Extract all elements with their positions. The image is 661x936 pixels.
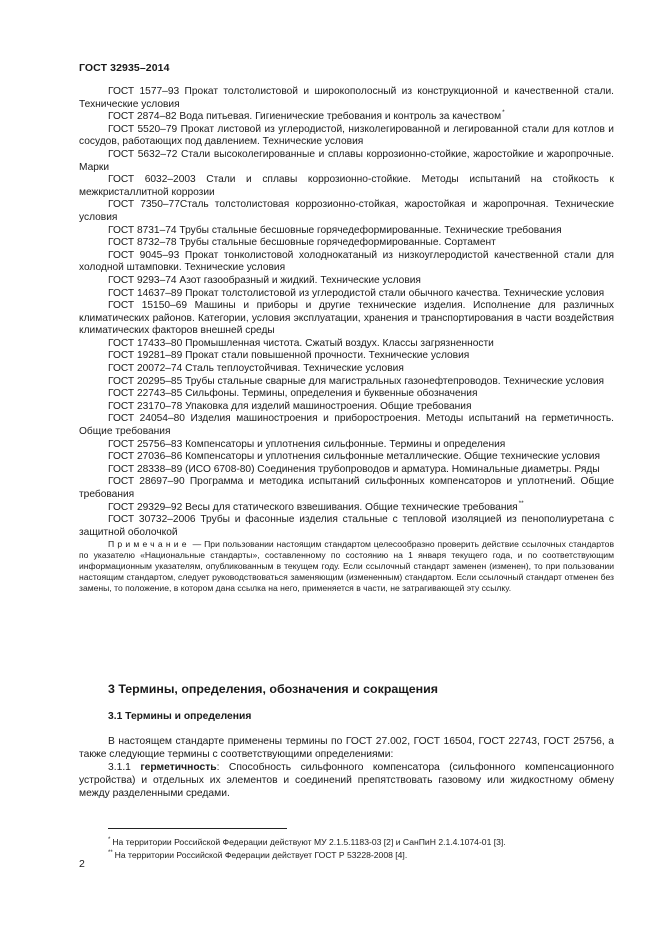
term-number: 3.1.1 bbox=[108, 762, 131, 773]
reference-item: ГОСТ 6032–2003 Стали и сплавы коррозионно-стойкие. Методы испытаний на стойкость к межкристаллитной коррозии bbox=[79, 174, 614, 198]
reference-item: ГОСТ 27036–86 Компенсаторы и уплотнения сильфонные металлические. Общие технические условия bbox=[108, 451, 601, 463]
reference-item: ГОСТ 7350–77Сталь толстолистовая коррозионно-стойкая, жаростойкая и жаропрочная. Технические условия bbox=[79, 199, 614, 223]
footnote-marker: ** bbox=[518, 499, 524, 507]
footnotes bbox=[108, 835, 614, 862]
reference-item: ГОСТ 9045–93 Прокат тонколистовой холоднокатаный из низкоуглеродистой качественной стали для холодной штамповки. Технические условия bbox=[79, 249, 614, 274]
reference-item: ГОСТ 5632–72 Стали высоколегированные и сплавы коррозионно-стойкие, жаростойкие и жаропрочные. Марки bbox=[79, 148, 614, 173]
note-label: Примечание bbox=[108, 539, 190, 550]
reference-item: ГОСТ 24054–80 Изделия машиностроения и приборостроения. Методы испытаний на герметичность. Общие требования bbox=[79, 413, 614, 438]
reference-item: ГОСТ 22743–85 Сильфоны. Термины, определения и буквенные обозначения bbox=[108, 388, 478, 400]
reference-item: ГОСТ 28697–90 Программа и методика испытаний сильфонных компенсаторов и уплотнений. Общие требования bbox=[79, 476, 614, 500]
note-text: — При пользовании настоящим стандартом целесообразно проверить действие ссылочных стандартов по указателю «Национальные стандарты», составленному по состоянию на 1 января текущего года, и по соответствующим информационным указателям, опубликованным в текущем году. Если ссылочный стандарт заменен (изменен), то при пользовании настоящим стандартом, следует руководствоваться заменяющим (измененным) стандартом. Если ссылочный стандарт отменен без замены, то положение, в котором дана ссылка на него, применяется в части, не затрагивающей эту ссылку. bbox=[79, 539, 615, 594]
reference-item: ГОСТ 20072–74 Сталь теплоустойчивая. Технические условия bbox=[108, 363, 404, 375]
reference-item: ГОСТ 29329–92 Весы для статического взвешивания. Общие технические требования** bbox=[108, 499, 524, 513]
reference-item: ГОСТ 19281–89 Прокат стали повышенной прочности. Технические условия bbox=[108, 350, 470, 362]
note-paragraph bbox=[79, 539, 614, 594]
terms-body bbox=[79, 735, 614, 800]
footnote-item: ** На территории Российской Федерации действует ГОСТ Р 53228-2008 [4]. bbox=[108, 850, 408, 861]
reference-item: ГОСТ 14637–89 Прокат толстолистовой из углеродистой стали обычного качества. Технические условия bbox=[108, 287, 605, 299]
reference-item: ГОСТ 8732–78 Трубы стальные бесшовные горячедеформированные. Сортамент bbox=[108, 237, 496, 249]
reference-item: ГОСТ 2874–82 Вода питьевая. Гигиенические требования и контроль за качеством* bbox=[108, 109, 505, 123]
page-number: 2 bbox=[79, 858, 85, 870]
reference-item: ГОСТ 9293–74 Азот газообразный и жидкий. Технические условия bbox=[108, 274, 421, 286]
reference-item: ГОСТ 25756–83 Компенсаторы и уплотнения сильфонные. Термины и определения bbox=[108, 438, 506, 450]
footnote-mark: ** bbox=[108, 850, 113, 857]
intro-paragraph: В настоящем стандарте применены термины по ГОСТ 27.002, ГОСТ 16504, ГОСТ 22743, ГОСТ 25756, а также следующие термины с соответствующими определениями: bbox=[79, 736, 614, 760]
term-name: герметичность bbox=[140, 762, 217, 773]
reference-item: ГОСТ 23170–78 Упаковка для изделий машиностроения. Общие требования bbox=[108, 400, 472, 412]
subsection-heading: 3.1 Термины и определения bbox=[108, 711, 252, 722]
reference-item: ГОСТ 20295–85 Трубы стальные сварные для магистральных газонефтепроводов. Технические условия bbox=[108, 375, 605, 387]
document-code-header: ГОСТ 32935–2014 bbox=[79, 62, 170, 74]
reference-item: ГОСТ 5520–79 Прокат листовой из углеродистой, низколегированной и легированной стали для котлов и сосудов, работающих под давлением. Технические условия bbox=[79, 123, 614, 148]
reference-item: ГОСТ 1577–93 Прокат толстолистовой и широкополосный из конструкционной и качественной стали. Технические условия bbox=[79, 86, 614, 110]
section-heading: 3 Термины, определения, обозначения и сокращения bbox=[108, 682, 438, 696]
footnote-item: * На территории Российской Федерации действуют МУ 2.1.5.1183-03 [2] и СанПиН 2.1.4.1074-01 [3]. bbox=[108, 837, 506, 847]
term-definition: : Способность сильфонного компенсатора (сильфонного компенсационного устройства) и отдельных их элементов и соединений препятствовать газовому или жидкостному обмену между разделенными средами. bbox=[79, 762, 614, 799]
footnote-mark: * bbox=[108, 837, 111, 843]
reference-item: ГОСТ 8731–74 Трубы стальные бесшовные горячедеформированные. Технические требования bbox=[108, 224, 562, 236]
reference-item: ГОСТ 30732–2006 Трубы и фасонные изделия стальные с тепловой изоляцией из пенополиуретана с защитной оболочкой bbox=[79, 514, 614, 538]
term-definition-paragraph bbox=[79, 761, 614, 800]
reference-item: ГОСТ 17433–80 Промышленная чистота. Сжатый воздух. Классы загрязненности bbox=[108, 337, 494, 349]
normative-references-list bbox=[79, 86, 614, 594]
footnote-marker: * bbox=[502, 109, 505, 117]
reference-item: ГОСТ 28338–89 (ИСО 6708-80) Соединения трубопроводов и арматура. Номинальные диаметры. Ряды bbox=[108, 463, 600, 475]
footnote-divider bbox=[108, 828, 287, 829]
reference-item: ГОСТ 15150–69 Машины и приборы и другие технические изделия. Исполнение для различных климатических районов. Категории, условия эксплуатации, хранения и транспортирования в части воздействия климатических факторов внешней среды bbox=[79, 300, 614, 337]
